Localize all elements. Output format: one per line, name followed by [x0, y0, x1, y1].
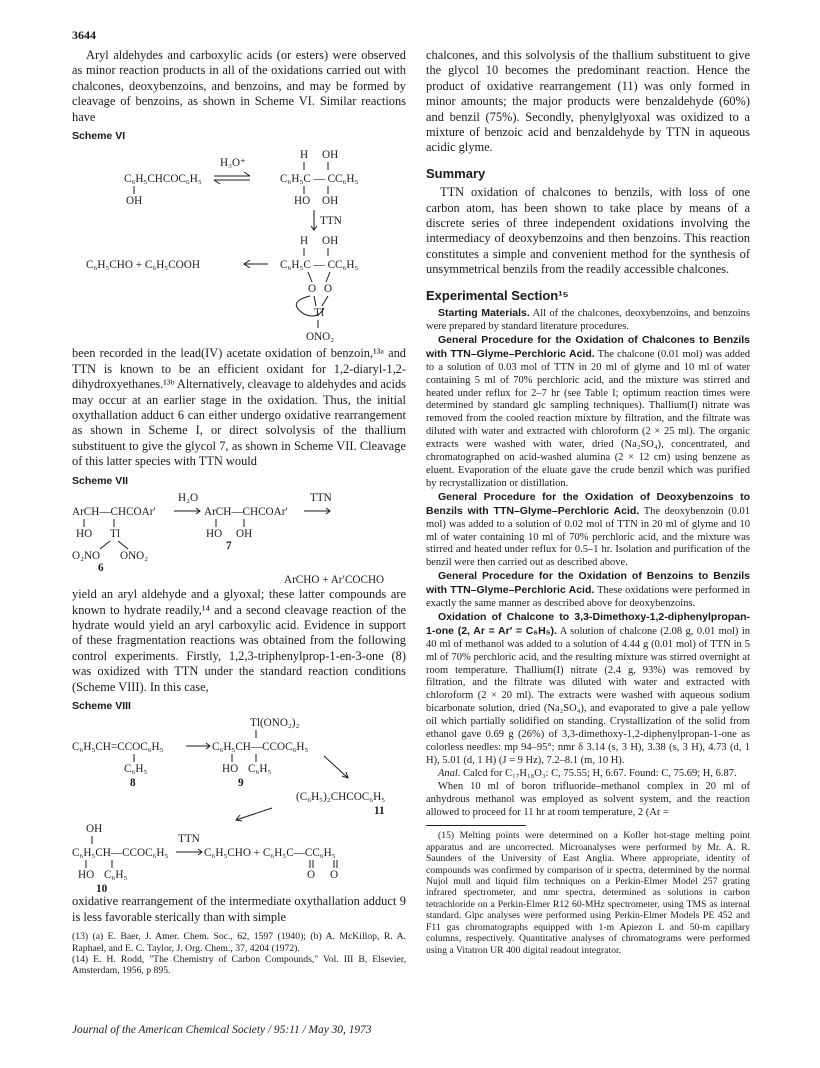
- summary-heading: Summary: [426, 165, 486, 181]
- exp-deoxybenzoins-text: The deoxybenzoin (0.01 mol) was added to a solution of 0.02 mol of TTN in 20 ml of glyme and 10 ml of water containing 10 ml of 70% perchloric acid, and the mixture was stirred and heated under reflux for 0.5–1 hr. Isolation and purification of the benzil were then carried out as described above.: [426, 505, 750, 569]
- s6-diol-ho: HO: [294, 195, 311, 208]
- s6-reagent: H₃O⁺: [220, 157, 246, 170]
- s6-diol: C₆H₅C — CC₆H₅: [280, 173, 359, 186]
- s8-num11: 11: [374, 805, 385, 818]
- s7-h2o: H₂O: [178, 492, 199, 505]
- s6-products: C₆H₅CHO + C₆H₅COOH: [86, 259, 200, 272]
- s7-right: ArCH—CHCOAr′: [204, 506, 288, 519]
- s7-left: ArCH—CHCOAr′: [72, 506, 156, 519]
- exp-dimethoxy: [426, 611, 750, 768]
- exp-anal-text: Calcd for C₁₇H₁₈O₃: C, 75.55; H, 6.67. Found: C, 75.69; H, 6.87.: [463, 767, 737, 779]
- s6-top-oh: OH: [322, 149, 339, 162]
- s6-ttn: TTN: [320, 215, 342, 228]
- scheme-6-title: Scheme VI: [72, 130, 126, 143]
- exp-dimethoxy-head: Oxidation of Chalcone to 3,3-Dimethoxy-1,2-diphenylpropan-1-one (2, Ar = Ar′ = C₆H₅).: [426, 610, 750, 637]
- exp-starting-materials-head: Starting Materials.: [438, 307, 530, 320]
- s6-o-right: O: [324, 283, 333, 296]
- s6-ono2: ONO₂: [306, 331, 335, 344]
- s6-benzoin: C₆H₅CHCOC₆H₅: [124, 173, 202, 186]
- s7-products: ArCHO + Ar′COCHO: [284, 574, 385, 587]
- exp-benzoins: [426, 570, 750, 611]
- footnote-14: (14) E. H. Rodd, "The Chemistry of Carbon Compounds," Vol. III B, Elsevier, Amsterdam, 1956, p 895.: [72, 953, 406, 977]
- scheme-7-diagram: [72, 491, 406, 587]
- experimental-section: [426, 307, 750, 819]
- exp-anal-head: Anal.: [438, 767, 461, 779]
- exp-starting-materials-text: All of the chalcones, deoxybenzoins, and benzoins were prepared by standard literature procedures.: [426, 308, 751, 332]
- exp-chalcones: [426, 334, 750, 491]
- s8-num10: 10: [96, 883, 108, 895]
- left-paragraph-4: oxidative rearrangement of the intermediate oxythallation adduct 9 is less favorable sterically than with simple: [72, 894, 406, 924]
- s7-num7: 7: [226, 540, 232, 553]
- right-footnotes: [426, 830, 750, 955]
- left-paragraph-3: yield an aryl aldehyde and a glyoxal; these latter compounds are known to hydrate readily,¹⁴ and a second cleavage reaction of the hydrate would yield an aryl carboxylic acid. Evidence in support of these fragmentation reactions was obtained from the following control experiments. Firstly, 1,2,3-triphenylprop-1-en-3-one (8) was oxidized with TTN under the standard reaction conditions (Scheme VIII). In this case,: [72, 587, 406, 694]
- s7-ho1: HO: [76, 528, 93, 541]
- s8-num9: 9: [238, 777, 244, 790]
- scheme-8-title: Scheme VIII: [72, 699, 131, 712]
- exp-deoxybenzoins: [426, 491, 750, 570]
- s7-ttn: TTN: [310, 492, 332, 505]
- s8-compound9: C₆H₅CH—CCOC₆H₅: [212, 741, 309, 754]
- journal-footer: Journal of the American Chemical Society / 95:11 / May 30, 1973: [72, 1024, 372, 1036]
- exp-chalcones-text: The chalcone (0.01 mol) was added to a solution of 0.03 mol of TTN in 20 ml of glyme and 10 ml of water containing 5 ml of 70% perchloric acid, and the mixture was stirred and heated under reflux for 2–7 hr (see Table I; optimum reaction times were determined by standard glc sampling techniques). Thallium(I) nitrate was removed from the cooled reaction mixture by filtration, and the filtrate was diluted with water and extracted with chloroform (2 × 25 ml). The organic extracts were washed with water, dried (Na₂SO₄), concentrated, and chromatographed on acid-washed alumina (2 × 12 cm) using benzene as eluent. Evaporation of the eluate gave the crude benzil which was purified by recrystallization or distillation.: [426, 348, 750, 489]
- s8-c6h5-b: C₆H₅: [248, 763, 272, 776]
- s7-num6: 6: [98, 562, 104, 575]
- s6-top-h: H: [300, 149, 309, 162]
- s7-oh: OH: [236, 528, 253, 541]
- exp-deoxybenzoins-head: General Procedure for the Oxidation of Deoxybenzoins to Benzils with TTN–Glyme–Perchloric Acid.: [426, 490, 750, 517]
- exp-chalcones-head: General Procedure for the Oxidation of Chalcones to Benzils with TTN–Glyme–Perchloric Acid.: [426, 333, 750, 360]
- s8-compound8: C₆H₅CH=CCOC₆H₅: [72, 741, 164, 754]
- s8-oh: OH: [86, 823, 103, 836]
- s8-o2: O: [330, 869, 339, 882]
- s8-products: C₆H₅CHO + C₆H₅C—CC₆H₅: [204, 847, 336, 860]
- left-paragraph-2: been recorded in the lead(IV) acetate oxidation of benzoin,¹³ᵃ and TTN is known to be an efficient oxidant for 1,2-diaryl-1,2-dihydroxyethanes.¹³ᵇ Alternatively, cleavage to aldehydes and acids may occur at an earlier stage in the oxidation. Thus, the initial oxythallation adduct 6 can either undergo oxidative rearrangement as shown in Scheme I, or direct solvolysis of the thallium substituent to give the glycol 7, as shown in Scheme VII. Cleavage of this latter species with TTN would: [72, 346, 406, 469]
- summary-text: TTN oxidation of chalcones to benzils, with loss of one carbon atom, has been shown to take place by means of a discrete series of three independent oxidations involving the intermediacy of deoxybenzoins and then benzoins. This reaction constitutes a simple and convenient method for the synthesis of unsymmetrical benzils from the readily accessible chalcones.: [426, 185, 750, 277]
- exp-benzoins-text: These oxidations were performed in exactly the same manner as described above for deoxybenzoins.: [426, 585, 750, 610]
- right-column: [426, 48, 750, 956]
- s7-o2no: O₂NO: [72, 550, 101, 563]
- s8-ttn: TTN: [178, 833, 200, 846]
- s6-benzoin-oh: OH: [126, 195, 143, 208]
- s8-ho-b: HO: [78, 869, 95, 882]
- page-number: 3644: [72, 28, 96, 42]
- s6-adduct: C₆H₅C — CC₆H₅: [280, 259, 359, 272]
- exp-boron: When 10 ml of boron trifluoride–methanol complex in 20 ml of anhydrous methanol was employed as solvent system, and the reaction allowed to proceed for 11 hr at room temperature, 2 (Ar =: [426, 780, 750, 818]
- scheme-6-diagram: [72, 146, 406, 346]
- s8-c6h5-c: C₆H₅: [104, 869, 128, 882]
- s7-tl: Tl: [110, 528, 120, 541]
- s8-c6h5-a: C₆H₅: [124, 763, 148, 776]
- s6-o-left: O: [308, 283, 317, 296]
- s7-ono2: ONO₂: [120, 550, 149, 563]
- s7-ho2: HO: [206, 528, 223, 541]
- experimental-heading: Experimental Section¹⁵: [426, 287, 569, 303]
- footnote-rule: [426, 825, 526, 826]
- left-footnotes: [72, 931, 406, 977]
- footnote-13: (13) (a) E. Baer, J. Amer. Chem. Soc., 62, 1597 (1940); (b) A. McKillop, R. A. Raphael, and E. C. Taylor, J. Org. Chem., 37, 4204 (1972).: [72, 931, 406, 954]
- exp-dimethoxy-text: A solution of chalcone (2.08 g, 0.01 mol) in 40 ml of methanol was added to a solution of 4.44 g (0.01 mol) of TTN in 5 ml of 70% perchloric acid, and the resulting mixture was stirred overnight at room temperature. Thallium(I) nitrate (2.4 g, 93%) was removed by filtration, and the filtrate was diluted with water and extracted with chloroform (2 × 20 ml). The extracts were washed with aqueous sodium bicarbonate solution, dried (Na₂SO₄), and evaporated to give a pale yellow oil which partially solidified on standing. Crystallization of the solid from ethanol gave 0.69 g (26%) of 3,3-dimethoxy-1,2-diphenylpropan-1-one as colorless needles: mp 94–95°; nmr δ 3.14 (s, 3 H), 3.38 (s, 3 H), 4.73 (d, 1 H), 5.01 (d, 1 H) (J = 9 Hz), 7.2–8.1 (m, 10 H).: [426, 625, 750, 766]
- exp-starting-materials: [426, 307, 750, 334]
- scheme-7-title: Scheme VII: [72, 474, 129, 487]
- exp-benzoins-head: General Procedure for the Oxidation of Benzoins to Benzils with TTN–Glyme–Perchloric Acid.: [426, 570, 750, 597]
- exp-anal: [426, 768, 750, 781]
- s8-tl-ono2: Tl(ONO₂)₂: [250, 717, 300, 730]
- s6-mid-h: H: [300, 235, 309, 248]
- left-column: [72, 48, 406, 977]
- left-paragraph-1: Aryl aldehydes and carboxylic acids (or esters) were observed as minor reaction products in all of the oxidations carried out with chalcones, deoxybenzoins, and benzoins, and may be formed by cleavage of benzoins, as shown in Scheme VI. Similar reactions have: [72, 48, 406, 124]
- right-paragraph-1: chalcones, and this solvolysis of the thallium substituent to give the glycol 10 becomes the predominant reaction. Hence the product of oxidative rearrangement (11) was only formed in minor amounts; the major products were benzaldehyde (60%) and benzil (75%). Secondly, phenylglyoxal was oxidized to a mixture of benzoic acid and benzaldehyde by TTN in aqueous acidic glyme.: [426, 48, 750, 155]
- s8-compound11: (C₆H₅)₂CHCOC₆H₅: [296, 791, 386, 804]
- footnote-15: (15) Melting points were determined on a Kofler hot-stage melting point apparatus and are uncorrected. Microanalyses were performed by Mr. A. R. Saunders of the University of East Anglia. Where appropriate, identity of compounds was confirmed by comparison of ir spectra, determined by the normal Nujol mull and liquid film techniques on a Perkin-Elmer Model 257 grating infrared spectrometer, and nmr spectra, determined as solutions in carbon tetrachloride on a Perkin-Elmer R12 60-MHz spectrometer, using TMS as internal standard. Glpc analyses were performed using Perkin-Elmer Models PE 452 and F11 gas chromatographs equipped with 1-m Apiezon L and 50-m capillary columns, respectively. Quantitative analyses of chromatograms were performed using a Vitatron UR 400 digital readout integrator.: [426, 830, 750, 956]
- s6-mid-oh: OH: [322, 235, 339, 248]
- s8-num8: 8: [130, 777, 136, 790]
- s8-o1: O: [307, 869, 316, 882]
- s8-ho-a: HO: [222, 763, 239, 776]
- scheme-8-diagram: [72, 716, 406, 894]
- s8-compound10: C₆H₅CH—CCOC₆H₅: [72, 847, 169, 860]
- s6-tl: Tl: [314, 307, 324, 320]
- s6-diol-oh: OH: [322, 195, 339, 208]
